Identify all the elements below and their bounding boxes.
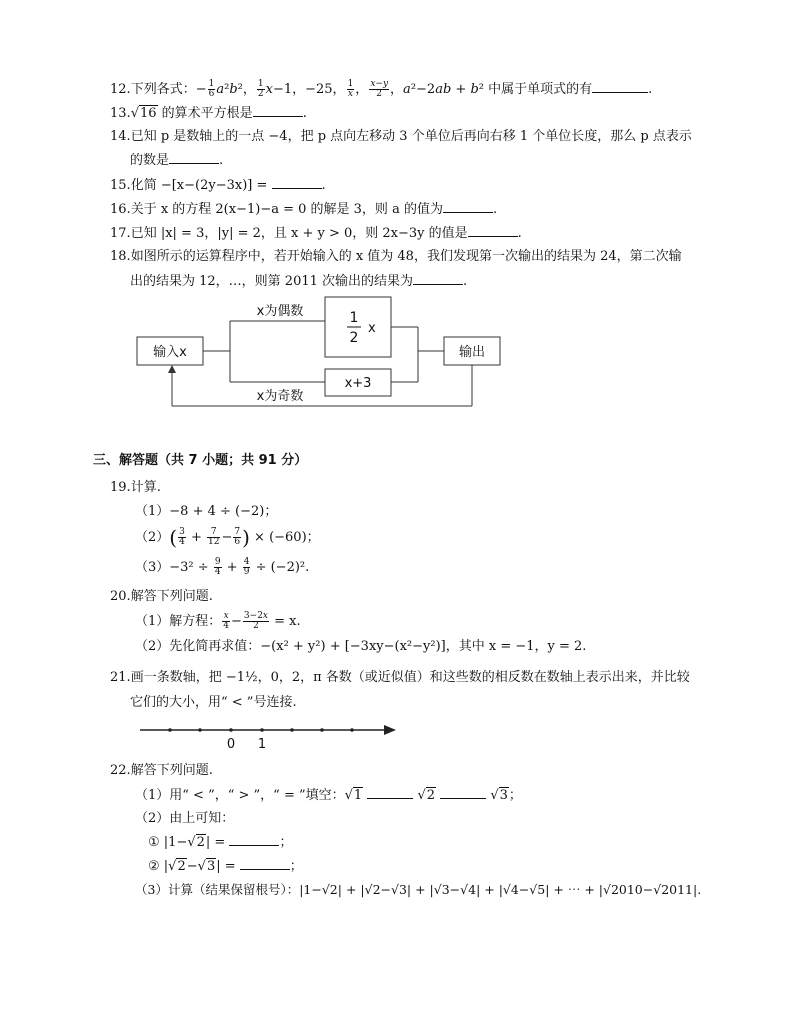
answer-blank[interactable]	[253, 104, 303, 117]
arrow-right-icon	[384, 725, 396, 735]
section-title: 三、解答题（共 7 小题；共 91 分）	[93, 453, 308, 468]
flowchart	[120, 290, 520, 412]
question-22: 22.解答下列问题.	[110, 763, 213, 778]
question-12: 12.下列各式：− $\frac{1}{6}$ a²b²， $\frac{1}{2}$ x−1，−25， $\frac{1}{x}$ ， $\frac{x-y}{2}$ ，a²−2ab + b² 中属于单项式的有 .	[110, 79, 653, 99]
question-17: 17.已知 |x| = 3，|y| = 2，且 x + y > 0，则 2x−3y 的值是 .	[110, 226, 522, 241]
flow-even-label: x为偶数	[256, 304, 304, 319]
q20-part2: （2）先化简再求值：−(x² + y²) + [−3xy−(x²−y²)]，其中 x = −1，y = 2.	[135, 639, 587, 654]
answer-blank[interactable]	[468, 224, 518, 237]
q22-part1: （1）用“ < ”，“ > ”，“ = ”填空：√1 √2 √3；	[135, 788, 522, 803]
answer-blank[interactable]	[443, 200, 493, 213]
question-13: 13.√16 的算术平方根是 .	[110, 106, 307, 121]
axis-label-zero: 0	[226, 737, 236, 752]
answer-blank[interactable]	[592, 80, 648, 93]
flow-input-label: 输入x	[153, 345, 187, 360]
q19-part1: （1）−8 + 4 ÷ (−2)；	[135, 504, 278, 519]
question-14-cont: 的数是 .	[130, 153, 224, 168]
question-16: 16.关于 x 的方程 2(x−1)−a = 0 的解是 3，则 a 的值为 .	[110, 202, 498, 217]
answer-blank[interactable]	[240, 857, 290, 870]
axis-label-one: 1	[257, 737, 267, 752]
flow-output-label: 输出	[458, 345, 486, 360]
question-15: 15.化简 −[x−(2y−3x)] = .	[110, 178, 326, 193]
answer-blank[interactable]	[169, 151, 219, 164]
number-line	[140, 720, 400, 754]
half-variable: x	[368, 321, 376, 336]
question-18-cont: 出的结果为 12，…，则第 2011 次输出的结果为 .	[130, 274, 468, 289]
question-14: 14.已知 p 是数轴上的一点 −4，把 p 点向左移动 3 个单位后再向右移 1 个单位长度，那么 p 点表示	[110, 129, 692, 144]
question-18: 18.如图所示的运算程序中，若开始输入的 x 值为 48，我们发现第一次输出的结果为 24，第二次输	[110, 249, 682, 264]
arrow-up-icon	[168, 365, 176, 373]
half-denominator: 2	[349, 330, 359, 346]
q19-part2: （2）( $\frac{3}{4}$ + $\frac{7}{12}$ − $\frac{7}{6}$ ) × (−60)；	[135, 525, 320, 550]
answer-blank[interactable]	[440, 786, 486, 799]
flow-odd-label: x为奇数	[256, 389, 304, 404]
q19-part3: （3）−3² ÷ $\frac{9}{4}$ + $\frac{4}{9}$ ÷ (−2)².	[135, 557, 310, 577]
plus3-label: x+3	[344, 376, 372, 391]
q22-part3: （3）计算（结果保留根号）：|1−√2| + |√2−√3| + |√3−√4| + |√4−√5| + ⋯ + |√2010−√2011|.	[135, 882, 702, 897]
question-19: 19.计算.	[110, 480, 161, 495]
half-numerator: 1	[349, 310, 359, 326]
q22-part2a: ① |1−√2| = ；	[148, 835, 293, 850]
q22-part2b: ② |√2−√3| = ；	[148, 859, 303, 874]
question-20: 20.解答下列问题.	[110, 589, 213, 604]
answer-blank[interactable]	[413, 272, 463, 285]
question-21: 21.画一条数轴，把 −1½，0，2，π 各数（或近似值）和这些数的相反数在数轴上表示出来，并比较	[110, 670, 690, 685]
answer-blank[interactable]	[272, 176, 322, 189]
q22-part2: （2）由上可知：	[135, 811, 235, 826]
answer-blank[interactable]	[367, 786, 413, 799]
q20-part1: （1）解方程： $\frac{x}{4}$ − $\frac{3-2x}{2}$ = x.	[135, 611, 301, 631]
answer-blank[interactable]	[229, 833, 279, 846]
question-21-cont: 它们的大小，用“ < ”号连接.	[130, 695, 297, 710]
